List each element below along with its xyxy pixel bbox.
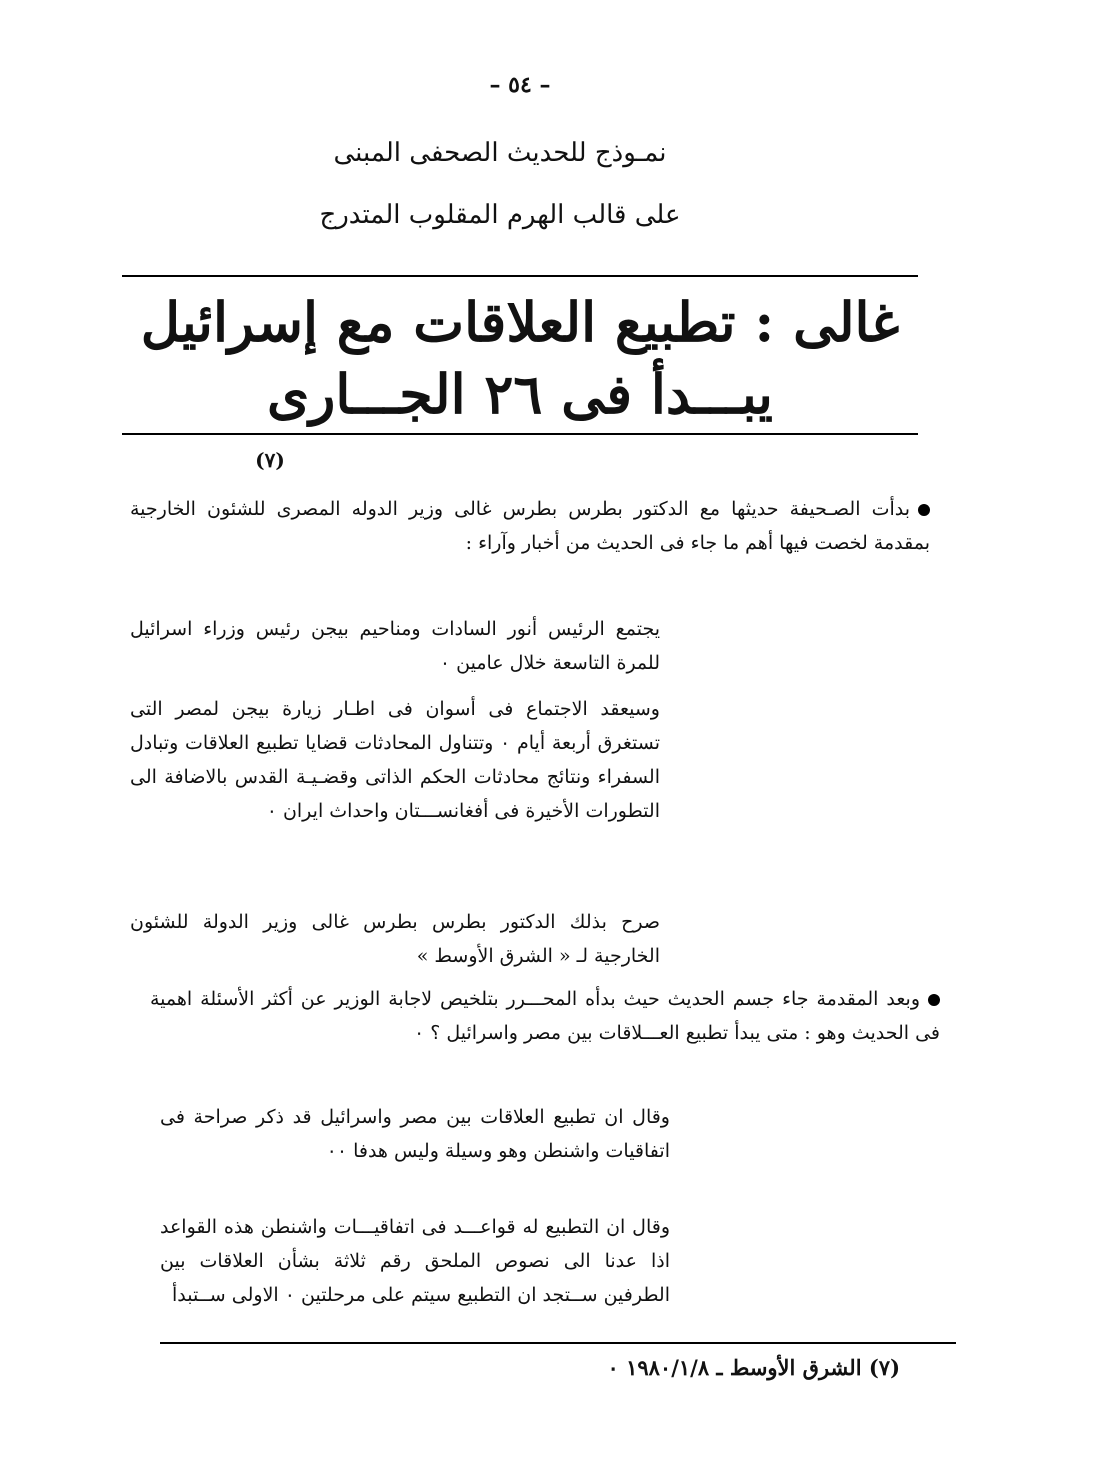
headline-line-1: غالى : تطبيع العلاقات مع إسرائيل xyxy=(140,290,900,354)
caption-line-1: نمـوذج للحديث الصحفى المبنى xyxy=(333,138,667,168)
bullet-icon xyxy=(928,994,940,1006)
closing-paragraph: وقال ان تطبيع العلاقات بين مصر واسرائيل قد ذكر صراحة فى اتفاقيات واشنطن وهو وسيلة وليس هدفا ٠٠ xyxy=(160,1106,670,1162)
body-paragraph-text: وبعد المقدمة جاء جسم الحديث حيث بدأه المحـــرر بتلخيص لاجابة الوزير عن أكثر الأسئلة اهمية فى الحديث وهو : متى يبدأ تطبيع العـــلاقات بين مصر واسرائيل ؟ ٠ xyxy=(150,988,940,1044)
quote-paragraph: وسيعقد الاجتماع فى أسوان فى اطـار زيارة بيجن لمصر التى تستغرق أربعة أيام ٠ وتتناول المحادثات قضايا تطبيع العلاقات وتبادل السفراء ونتائج محادثات الحكم الذاتى وقضـيـة القدس بالاضافة الى التطورات الأخيرة فى أفغانســـتان واحداث ايران ٠ xyxy=(130,698,660,822)
footnote-marker: (٧) xyxy=(255,448,285,472)
closing-paragraph: وقال ان التطبيع له قواعـــد فى اتفاقيـــات واشنطن هذه القواعد اذا عدنا الى نصوص الملحق رقم ثلاثة بشأن العلاقات بين الطرفين ســتجد ان التطبيع سيتم على مرحلتين ٠ الاولى ســتبدأ xyxy=(160,1216,670,1306)
page-number: – ٥٤ – xyxy=(489,72,551,98)
headline-bottom-rule xyxy=(122,433,918,435)
quote-paragraph: صرح بذلك الدكتور بطرس بطرس غالى وزير الدولة للشئون الخارجية لـ « الشرق الأوسط » xyxy=(130,911,660,967)
caption-line-2: على قالب الهرم المقلوب المتدرج xyxy=(319,200,681,230)
footnote-rule xyxy=(160,1342,956,1344)
intro-paragraph xyxy=(130,492,930,560)
headline-top-rule xyxy=(122,275,918,277)
headline-line-2: يبـــدأ فى ٢٦ الجـــارى xyxy=(267,362,773,426)
bullet-icon xyxy=(918,504,930,516)
intro-paragraph-text: بدأت الصـحيفة حديثها مع الدكتور بطرس بطرس غالى وزير الدوله المصرى للشئون الخارجية بمقدمة لخصت فيها أهم ما جاء فى الحديث من أخبار وآراء : xyxy=(130,498,930,554)
quote-paragraph: يجتمع الرئيس أنور السادات ومناحيم بيجن رئيس وزراء اسرائيل للمرة التاسعة خلال عامين ٠ xyxy=(130,618,660,674)
footnote: (٧) الشرق الأوسط ـ ١٩٨٠/١/٨ ٠ xyxy=(607,1355,900,1380)
body-paragraph xyxy=(150,982,940,1050)
